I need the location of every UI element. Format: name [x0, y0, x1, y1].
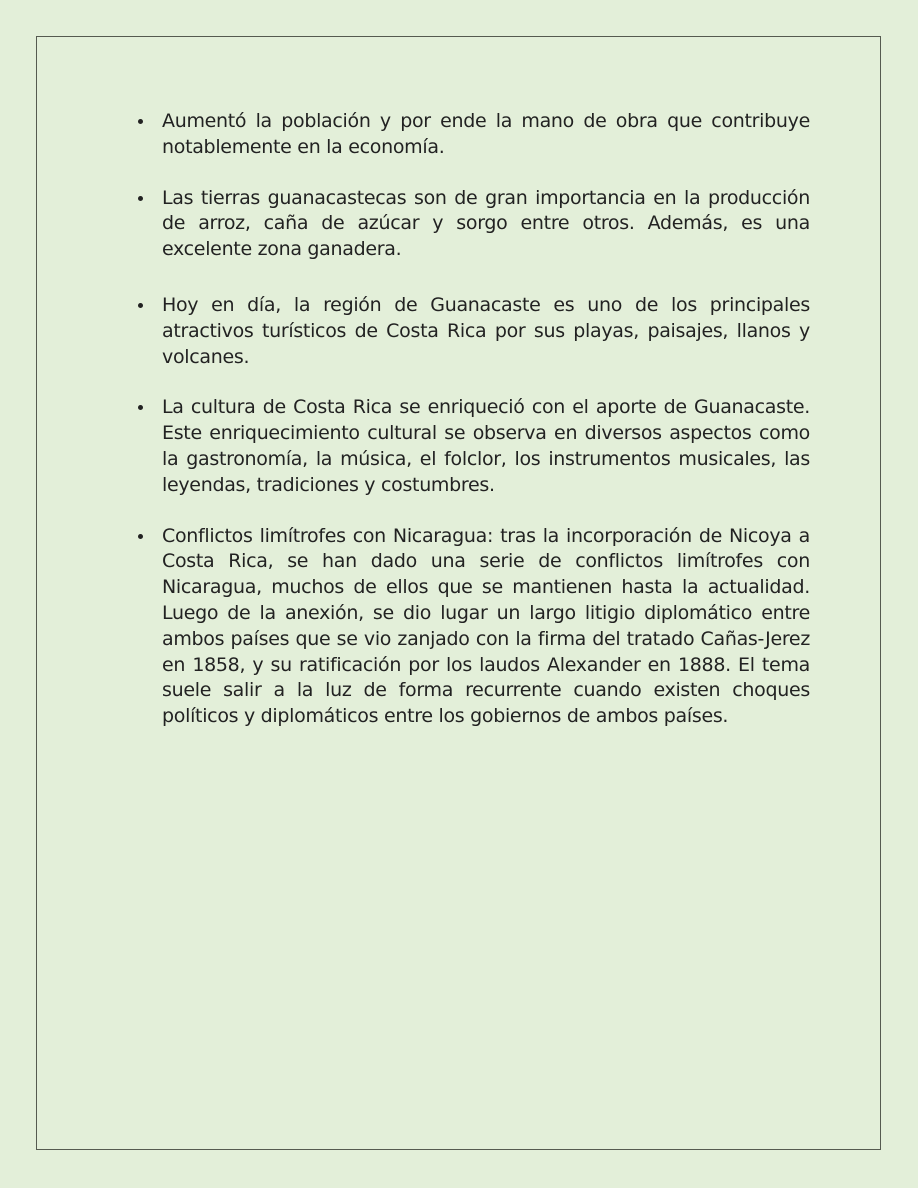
bullet-text: Conflictos limítrofes con Nicaragua: tras la incorporación de Nicoya a Costa Rica, se han dado una serie de conflictos limítrofes con Nicaragua, muchos de ellos que se mantienen hasta la actualidad. Luego de la anexión, se dio lugar un largo litigio diplomático entre ambos países que se vio zanjado con la firma del tratado Cañas-Jerez en 1858, y su ratificación por los laudos Alexander en 1888. El tema suele salir a la luz de forma recurrente cuando existen choques políticos y diplomáticos entre los gobiernos de ambos países.	[162, 524, 810, 728]
bullet-dot-icon	[138, 303, 143, 308]
bullet-item-border-conflicts	[162, 524, 810, 730]
bullet-item-population	[162, 109, 810, 161]
bullet-dot-icon	[138, 534, 143, 539]
bullet-text: Hoy en día, la región de Guanacaste es uno de los principales atractivos turísticos de Costa Rica por sus playas, paisajes, llanos y volcanes.	[162, 293, 810, 368]
bullet-item-tourism	[162, 293, 810, 370]
bullet-item-culture	[162, 395, 810, 498]
bullet-dot-icon	[138, 119, 143, 124]
bullet-item-agriculture	[162, 186, 810, 263]
bullet-text: Las tierras guanacastecas son de gran importancia en la producción de arroz, caña de azúcar y sorgo entre otros. Además, es una excelente zona ganadera.	[162, 186, 810, 261]
bullet-text: Aumentó la población y por ende la mano de obra que contribuye notablemente en la economía.	[162, 110, 810, 158]
bullet-dot-icon	[138, 196, 143, 201]
bullet-list	[162, 109, 810, 730]
bullet-text: La cultura de Costa Rica se enriqueció con el aporte de Guanacaste. Este enriquecimiento cultural se observa en diversos aspectos como la gastronomía, la música, el folclor, los instrumentos musicales, las leyendas, tradiciones y costumbres.	[162, 396, 810, 496]
